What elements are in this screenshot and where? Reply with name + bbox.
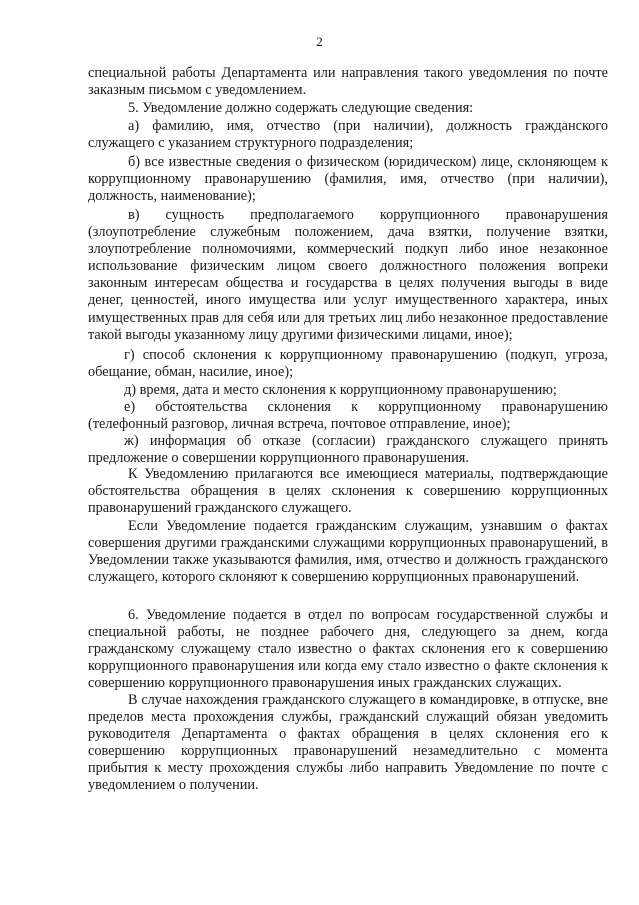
paragraph-item-g xyxy=(88,347,608,381)
paragraph-item-v xyxy=(88,207,608,344)
paragraph-item-d xyxy=(88,382,608,399)
paragraph: г) способ склонения к коррупционному правонарушению (подкуп, угроза, обещание, обман, насилие, иное); xyxy=(88,347,608,381)
paragraph: а) фамилию, имя, отчество (при наличии), должность гражданского служащего с указанием структурного подразделения; xyxy=(88,118,608,152)
paragraph: б) все известные сведения о физическом (юридическом) лице, склоняющем к коррупционному правонарушению (фамилия, имя, отчество (при наличии), должность, наименование); xyxy=(88,154,608,205)
paragraph: ж) информация об отказе (согласии) гражданского служащего принять предложение о совершении коррупционного правонарушения. xyxy=(88,433,608,467)
paragraph: В случае нахождения гражданского служащего в командировке, в отпуске, вне пределов места прохождения службы, гражданский служащий обязан уведомить руководителя Департамента о фактах обращения в целях склонения его к совершению коррупционных правонарушений незамедлительно с момента прибытия к месту прохождения службы либо направить Уведомление по почте с уведомлением о получении. xyxy=(88,692,608,794)
page-number: 2 xyxy=(316,34,323,49)
paragraph-item-b xyxy=(88,154,608,205)
paragraph-item-e xyxy=(88,399,608,433)
paragraph-attachments xyxy=(88,466,608,517)
paragraph: 5. Уведомление должно содержать следующие сведения: xyxy=(128,100,474,116)
paragraph-business-trip xyxy=(88,692,608,795)
paragraph-other-servants xyxy=(88,518,608,586)
paragraph: е) обстоятельства склонения к коррупционному правонарушению (телефонный разговор, личная встреча, почтовое отправление, иное); xyxy=(88,399,608,433)
paragraph: д) время, дата и место склонения к коррупционному правонарушению; xyxy=(124,382,557,398)
paragraph: специальной работы Департамента или направления такого уведомления по почте заказным письмом с уведомлением. xyxy=(88,65,608,99)
paragraph-continuation xyxy=(88,65,608,99)
paragraph: Если Уведомление подается гражданским служащим, узнавшим о фактах совершения другими гражданскими служащими коррупционных правонарушений, в Уведомлении также указываются фамилия, имя, отчество и должность гражданского служащего, которого склоняют к совершению коррупционных правонарушений. xyxy=(88,518,608,586)
paragraph-item-6 xyxy=(88,607,608,692)
paragraph-item-a xyxy=(88,118,608,152)
paragraph: К Уведомлению прилагаются все имеющиеся материалы, подтверждающие обстоятельства обращения в целях склонения к совершению коррупционных правонарушений гражданского служащего. xyxy=(88,466,608,517)
paragraph: 6. Уведомление подается в отдел по вопросам государственной службы и специальной работы, не позднее рабочего дня, следующего за днем, когда гражданскому служащему стало известно о фактах склонения его к совершению коррупционного правонарушения или когда ему стало известно о факте склонения к совершению коррупционного правонарушения иных гражданских служащих. xyxy=(88,607,608,692)
paragraph-item-zh xyxy=(88,433,608,467)
paragraph-item-5 xyxy=(88,100,608,117)
paragraph: в) сущность предполагаемого коррупционного правонарушения (злоупотребление служебным положением, дача взятки, получение взятки, злоупотребление полномочиями, коммерческий подкуп либо иное незаконное использование физическим лицом своего должностного положения вопреки законным интересам общества и государства в целях получения выгоды в виде денег, ценностей, иного имущества или услуг имущественного характера, иных имущественных прав для себя или для третьих лиц либо незаконное предоставление такой выгоды указанному лицу другими физическими лицами, иное); xyxy=(88,207,608,343)
